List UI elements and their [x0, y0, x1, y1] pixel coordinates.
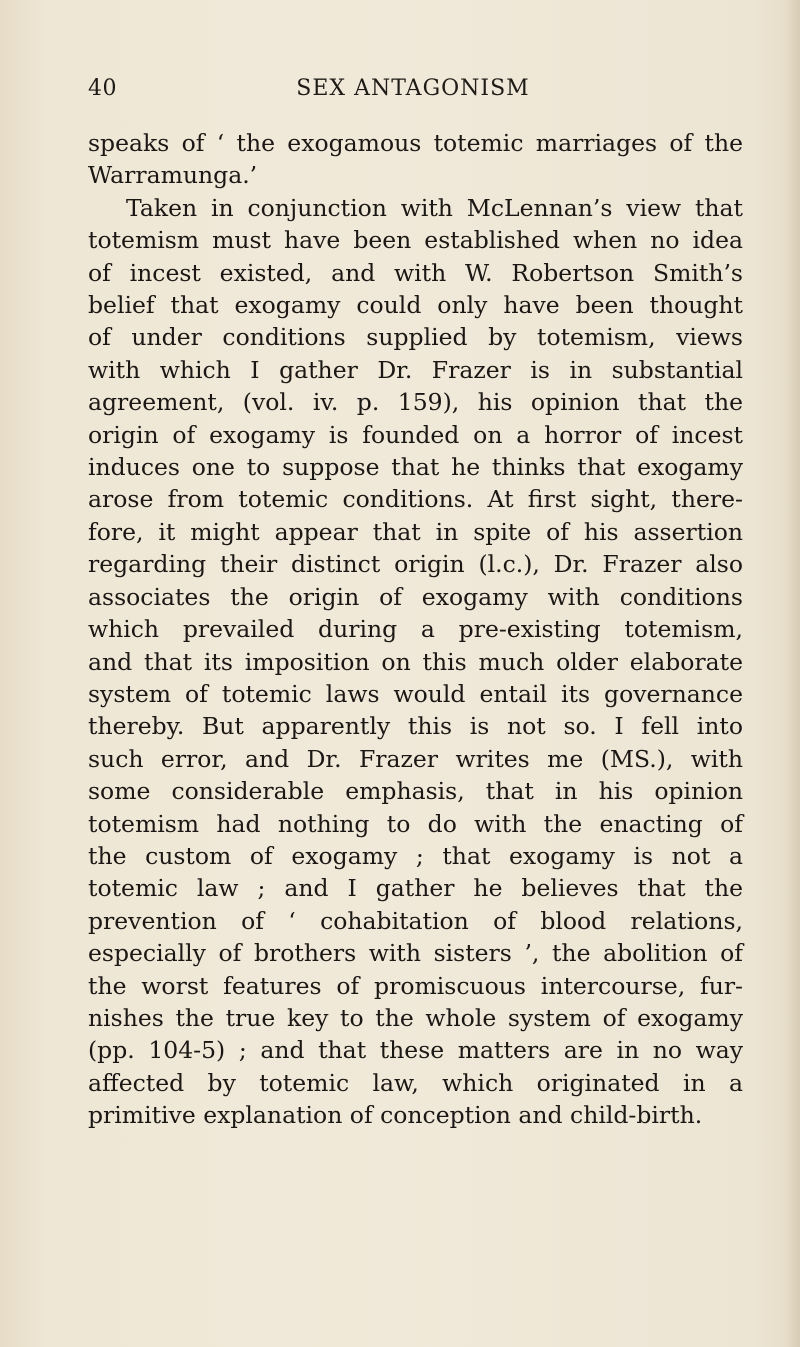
running-head: SEX ANTAGONISM — [296, 76, 530, 101]
text-line: the custom of exogamy ; that exogamy is not a — [88, 841, 743, 870]
page-edge-shadow — [786, 0, 800, 1347]
text-line: nishes the true key to the whole system of exogamy — [88, 1003, 743, 1032]
text-line: Warramunga.’ — [88, 161, 258, 190]
text-line: of under conditions supplied by totemism, views — [88, 323, 743, 352]
text-line: totemic law ; and I gather he believes that the — [88, 874, 743, 903]
text-line: arose from totemic conditions. At first sight, there- — [88, 485, 743, 514]
text-line: affected by totemic law, which originated in a — [88, 1068, 743, 1097]
text-line: thereby. But apparently this is not so. I fell into — [88, 712, 743, 741]
text-line: such error, and Dr. Frazer writes me (MS.), with — [88, 744, 743, 773]
text-line: and that its imposition on this much older elaborate — [88, 647, 743, 676]
text-line: the worst features of promiscuous intercourse, fur- — [88, 971, 743, 1000]
text-line: origin of exogamy is founded on a horror of incest — [88, 420, 743, 449]
text-line: agreement, (vol. iv. p. 159), his opinion that the — [88, 388, 743, 417]
text-line: (pp. 104-5) ; and that these matters are in no way — [88, 1036, 743, 1065]
text-line: regarding their distinct origin (l.c.), Dr. Frazer also — [88, 550, 743, 579]
body-text — [88, 127, 743, 1132]
text-line: of incest existed, and with W. Robertson Smith’s — [88, 258, 743, 287]
text-line: fore, it might appear that in spite of his assertion — [88, 517, 743, 546]
text-line: associates the origin of exogamy with conditions — [88, 582, 743, 611]
text-line: belief that exogamy could only have been thought — [88, 291, 743, 320]
text-line: some considerable emphasis, that in his opinion — [88, 777, 743, 806]
text-line: especially of brothers with sisters ’, the abolition of — [88, 939, 743, 968]
page-number: 40 — [88, 76, 117, 101]
paragraph-start-line: Taken in conjunction with McLennan’s view that — [126, 193, 743, 222]
text-line: speaks of ‘ the exogamous totemic marriages of the — [88, 129, 743, 157]
text-line: which prevailed during a pre-existing totemism, — [88, 615, 743, 644]
text-line: with which I gather Dr. Frazer is in substantial — [88, 355, 743, 384]
page-header — [88, 76, 738, 108]
text-line: induces one to suppose that he thinks that exogamy — [88, 453, 743, 482]
text-line: totemism must have been established when no idea — [88, 226, 743, 255]
text-line: system of totemic laws would entail its governance — [88, 679, 743, 708]
text-line: prevention of ‘ cohabitation of blood relations, — [88, 906, 743, 935]
text-line: totemism had nothing to do with the enacting of — [88, 809, 743, 838]
text-line: primitive explanation of conception and child-birth. — [88, 1101, 703, 1130]
